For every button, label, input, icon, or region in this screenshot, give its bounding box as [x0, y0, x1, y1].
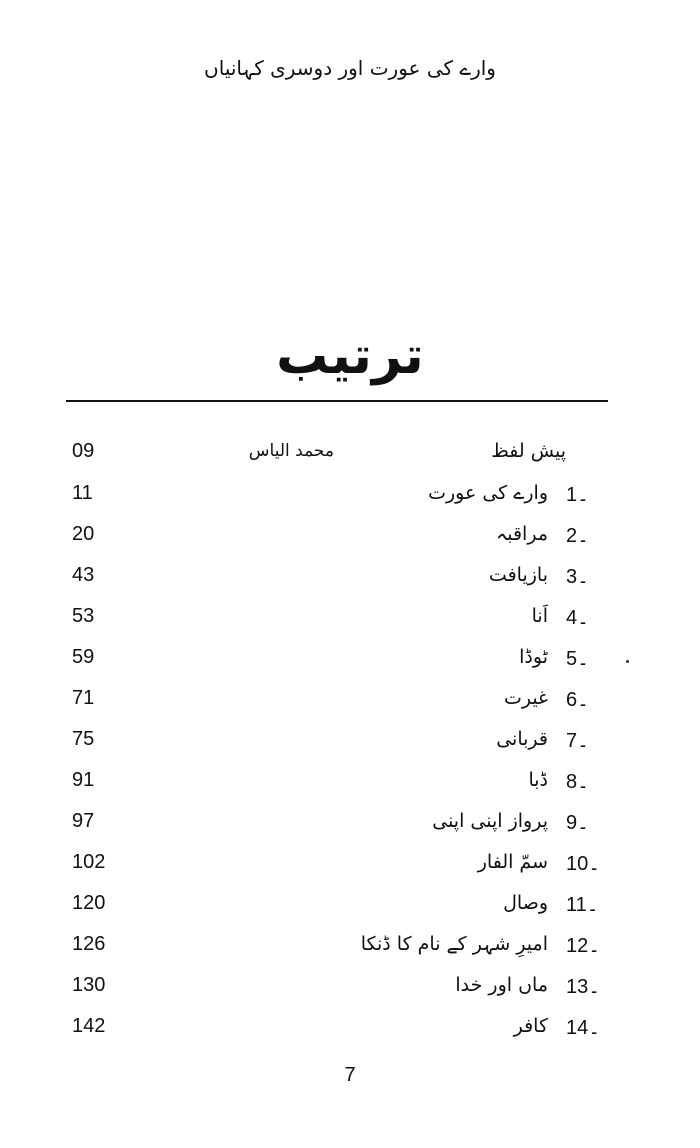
toc-page-number: 126: [72, 933, 106, 955]
toc-entry-number: 2۔: [566, 525, 589, 547]
toc-entry-title: ماں اور خدا: [455, 974, 548, 996]
toc-entry: [0, 972, 700, 1012]
toc-entry-number: 1۔: [566, 484, 589, 506]
toc-entry-title: وصال: [503, 892, 548, 914]
toc-page-number: 97: [72, 810, 95, 832]
toc-entry: [0, 480, 700, 520]
toc-page-number: 120: [72, 892, 106, 914]
toc-page-number: 75: [72, 728, 95, 750]
toc-entry: [0, 767, 700, 807]
toc-entry: [0, 808, 700, 848]
running-header: وارے کی عورت اور دوسری کہانیاں: [204, 56, 496, 80]
toc-entry-number: 11۔: [566, 894, 599, 916]
toc-entry: [0, 644, 700, 684]
toc-page-number: 102: [72, 851, 106, 873]
toc-entry-title: وارے کی عورت: [428, 482, 548, 504]
preface-author: محمد الیاس: [248, 441, 334, 461]
toc-page-number: 130: [72, 974, 106, 996]
page-number: 7: [344, 1064, 356, 1086]
toc-page-number: 43: [72, 564, 95, 586]
toc-entry-title: امیرِ شہر کے نام کا ڈنکا: [360, 933, 548, 955]
toc-page-number: 11: [72, 482, 93, 504]
toc-entry: [0, 890, 700, 930]
toc-entry-number: 10۔: [566, 853, 600, 875]
toc-entry-number: 14۔: [566, 1017, 600, 1039]
toc-title: ترتیب: [276, 326, 424, 386]
toc-entry: [0, 685, 700, 725]
title-rule: [66, 400, 608, 402]
toc-entry-number: 6۔: [566, 689, 589, 711]
toc-entry-title: کافر: [513, 1015, 548, 1037]
toc-entry-title: قربانی: [496, 728, 548, 750]
toc-entry-preface: [0, 438, 700, 478]
stray-mark: [626, 660, 629, 663]
toc-entry-number: 3۔: [566, 566, 589, 588]
toc-entry: [0, 849, 700, 889]
toc-page-number: 71: [72, 687, 95, 709]
toc-entry-title: ڈبا: [528, 769, 548, 791]
toc-entry-title: غیرت: [503, 687, 548, 709]
toc-entry: [0, 1013, 700, 1053]
toc-entry: [0, 726, 700, 766]
toc-entry-number: 13۔: [566, 976, 600, 998]
toc-page-number: 59: [72, 646, 95, 668]
toc-entry: [0, 521, 700, 561]
toc-page-number: 20: [72, 523, 95, 545]
toc-entry-number: 8۔: [566, 771, 589, 793]
toc-entry-title: پیش لفظ: [491, 440, 566, 462]
toc-entry-title: مراقبہ: [496, 523, 548, 545]
toc-entry-title: بازیافت: [488, 564, 548, 586]
toc-entry-number: 9۔: [566, 812, 589, 834]
toc-entry-title: سمّ الفار: [477, 851, 548, 873]
toc-page-number: 91: [72, 769, 95, 791]
toc-entry-title: ٹوڈا: [519, 646, 548, 668]
toc-page-number: 53: [72, 605, 95, 627]
toc-entry-number: 5۔: [566, 648, 589, 670]
toc-entry-title: اَنا: [531, 605, 548, 627]
toc-entry: [0, 562, 700, 602]
toc-page-number: 142: [72, 1015, 106, 1037]
toc-entry-number: 7۔: [566, 730, 589, 752]
toc-entry: [0, 603, 700, 643]
toc-page-number: 09: [72, 440, 95, 462]
toc-entry-number: 4۔: [566, 607, 589, 629]
toc-entry: [0, 931, 700, 971]
toc-entry-number: 12۔: [566, 935, 600, 957]
toc-entry-title: پرواز اپنی اپنی: [432, 810, 548, 832]
